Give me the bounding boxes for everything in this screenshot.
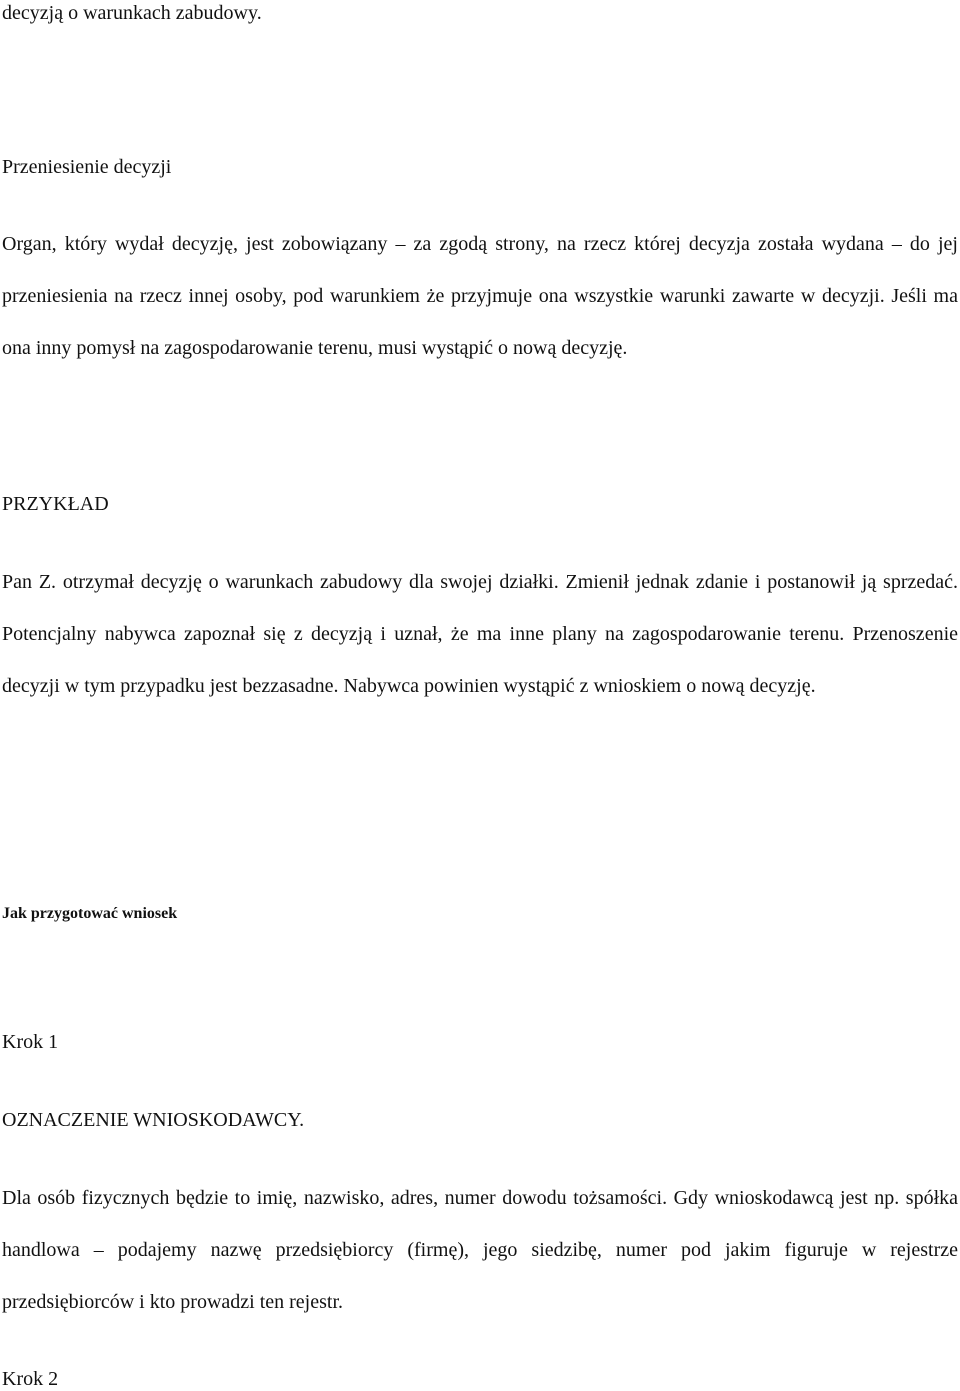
example-paragraph: Pan Z. otrzymał decyzję o warunkach zabudowy dla swojej działki. Zmienił jednak zdanie i postanowił ją sprzedać. Potencjalny nabywca zapoznał się z decyzją i uznał, że ma inne plany na zagospodarowanie terenu. Przenoszenie decyzji w tym przypadku jest bezzasadne. Nabywca powinien wystąpić z wnioskiem o nową decyzję. [2,571,958,697]
step2-title: Krok 2 [2,1368,59,1390]
step1-title: Krok 1 [2,1031,59,1053]
howto-heading: Jak przygotować wniosek [2,905,178,922]
example-title: PRZYKŁAD [2,493,109,515]
section-transfer-title: Przeniesienie decyzji [2,156,172,178]
top-fragment-text: decyzją o warunkach zabudowy. [2,2,262,24]
step1-subtitle: OZNACZENIE WNIOSKODAWCY. [2,1109,305,1131]
section-transfer-paragraph: Organ, który wydał decyzję, jest zobowiązany – za zgodą strony, na rzecz której decyzja została wydana – do jej przeniesienia na rzecz innej osoby, pod warunkiem że przyjmuje ona wszystkie warunki zawarte w decyzji. Jeśli ma ona inny pomysł na zagospodarowanie terenu, musi wystąpić o nową decyzję. [2,233,958,359]
step1-paragraph: Dla osób fizycznych będzie to imię, nazwisko, adres, numer dowodu tożsamości. Gdy wnioskodawcą jest np. spółka handlowa – podajemy nazwę przedsiębiorcy (firmę), jego siedzibę, numer pod jakim figuruje w rejestrze przedsiębiorców i kto prowadzi ten rejestr. [2,1187,958,1313]
